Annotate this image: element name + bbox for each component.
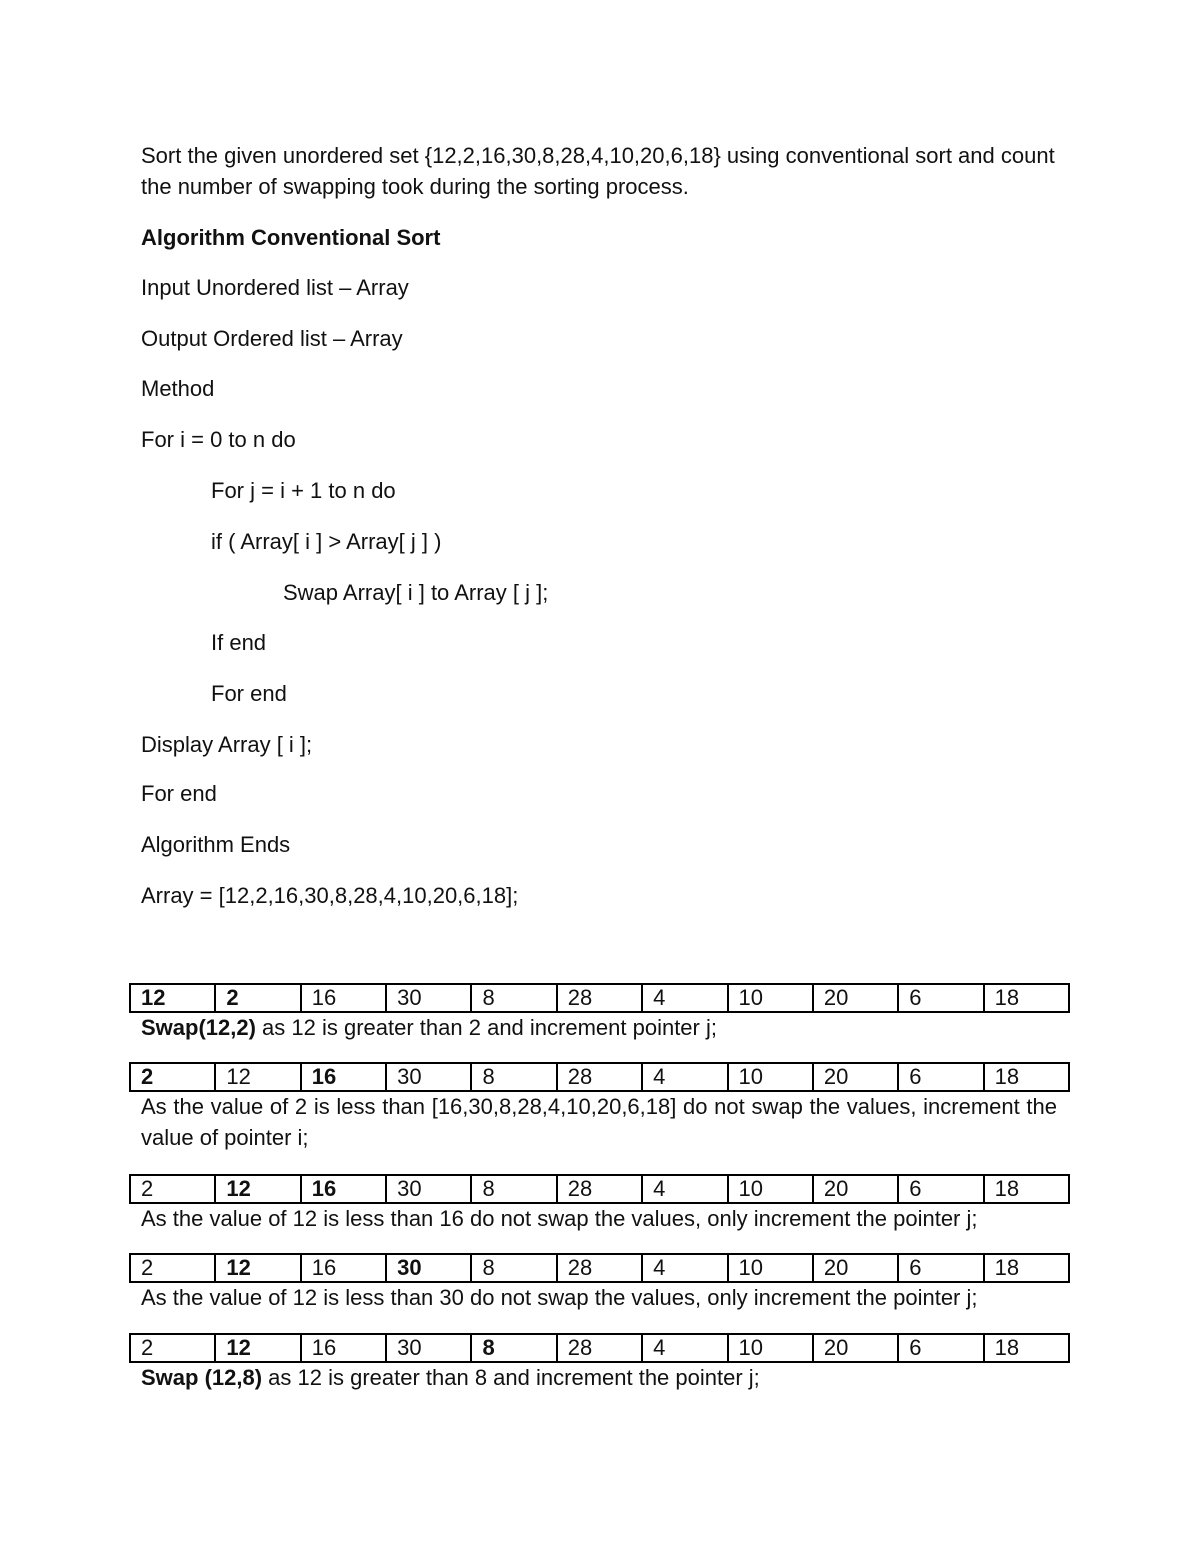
array-cell: 4 [642,1334,727,1362]
array-row [130,1334,1069,1362]
step-4-note [141,1282,1057,1313]
array-cell: 30 [386,1254,471,1282]
array-cell: 16 [301,1063,386,1091]
array-cell: 6 [898,1254,983,1282]
array-cell: 16 [301,1175,386,1203]
array-cell: 4 [642,1063,727,1091]
array-cell: 4 [642,1254,727,1282]
algorithm-display: Display Array [ i ]; [141,732,313,757]
array-cell: 8 [471,1254,556,1282]
algorithm-input: Input Unordered list – Array [141,275,409,300]
array-cell: 18 [984,1063,1069,1091]
step-5-note [141,1362,1057,1393]
array-cell: 10 [728,1063,813,1091]
algorithm-title: Algorithm Conventional Sort [141,225,441,250]
array-cell: 18 [984,1175,1069,1203]
array-row [130,1063,1069,1091]
array-cell: 4 [642,1175,727,1203]
array-cell: 20 [813,984,898,1012]
algorithm-for-end-outer: For end [141,781,217,806]
array-cell: 10 [728,1334,813,1362]
array-cell: 10 [728,1175,813,1203]
algorithm-if-condition: if ( Array[ i ] > Array[ j ] ) [211,529,442,554]
array-cell: 6 [898,984,983,1012]
array-cell: 2 [130,1175,215,1203]
step-note-bold: Swap(12,2) [141,1015,256,1040]
array-cell: 30 [386,1334,471,1362]
step-note-text: As the value of 2 is less than [16,30,8,28,4,10,20,6,18] do not swap the values, increment the value of pointer i; [141,1094,1057,1150]
array-cell: 30 [386,1175,471,1203]
array-cell: 20 [813,1254,898,1282]
array-cell: 16 [301,1334,386,1362]
array-cell: 12 [215,1334,300,1362]
step-2-note [141,1091,1057,1153]
step-note-text: as 12 is greater than 8 and increment the pointer j; [262,1365,760,1390]
array-cell: 30 [386,1063,471,1091]
array-cell: 6 [898,1334,983,1362]
algorithm-output: Output Ordered list – Array [141,326,403,351]
array-cell: 2 [130,1063,215,1091]
step-3-note [141,1203,1057,1234]
array-cell: 28 [557,1254,642,1282]
algorithm-swap: Swap Array[ i ] to Array [ j ]; [283,580,549,605]
array-cell: 2 [130,1254,215,1282]
array-cell: 12 [215,1254,300,1282]
step-note-text: As the value of 12 is less than 30 do not swap the values, only increment the pointer j; [141,1285,978,1310]
array-table-step-2 [129,1062,1070,1092]
array-cell: 6 [898,1063,983,1091]
algorithm-ends: Algorithm Ends [141,832,291,857]
array-cell: 18 [984,984,1069,1012]
algorithm-for-i: For i = 0 to n do [141,427,296,452]
array-cell: 20 [813,1175,898,1203]
array-cell: 2 [215,984,300,1012]
array-cell: 28 [557,984,642,1012]
array-cell: 18 [984,1254,1069,1282]
array-cell: 8 [471,1334,556,1362]
algorithm-for-j: For j = i + 1 to n do [211,478,396,503]
array-cell: 28 [557,1175,642,1203]
array-cell: 2 [130,1334,215,1362]
array-cell: 12 [215,1063,300,1091]
array-row [130,1254,1069,1282]
array-table-step-3 [129,1174,1070,1204]
array-row [130,1175,1069,1203]
array-cell: 12 [215,1175,300,1203]
array-cell: 20 [813,1334,898,1362]
array-row [130,984,1069,1012]
array-cell: 12 [130,984,215,1012]
array-cell: 28 [557,1334,642,1362]
array-cell: 10 [728,1254,813,1282]
array-cell: 10 [728,984,813,1012]
algorithm-for-end-inner: For end [211,681,287,706]
array-cell: 16 [301,984,386,1012]
array-cell: 4 [642,984,727,1012]
array-declaration: Array = [12,2,16,30,8,28,4,10,20,6,18]; [141,883,519,908]
array-cell: 18 [984,1334,1069,1362]
array-cell: 8 [471,1175,556,1203]
array-cell: 8 [471,1063,556,1091]
array-cell: 28 [557,1063,642,1091]
step-note-text: As the value of 12 is less than 16 do not swap the values, only increment the pointer j; [141,1206,978,1231]
array-cell: 20 [813,1063,898,1091]
intro-text: Sort the given unordered set {12,2,16,30,8,28,4,10,20,6,18} using conventional sort and count the number of swapping took during the sorting process. [141,143,1055,199]
step-note-text: as 12 is greater than 2 and increment pointer j; [255,1015,717,1040]
array-cell: 16 [301,1254,386,1282]
array-table-step-1 [129,983,1070,1013]
array-cell: 30 [386,984,471,1012]
array-table-step-5 [129,1333,1070,1363]
array-cell: 8 [471,984,556,1012]
algorithm-method: Method [141,376,215,401]
step-1-note [141,1012,1057,1043]
array-table-step-4 [129,1253,1070,1283]
step-note-bold: Swap (12,8) [141,1365,263,1390]
array-cell: 6 [898,1175,983,1203]
algorithm-if-end: If end [211,630,267,655]
